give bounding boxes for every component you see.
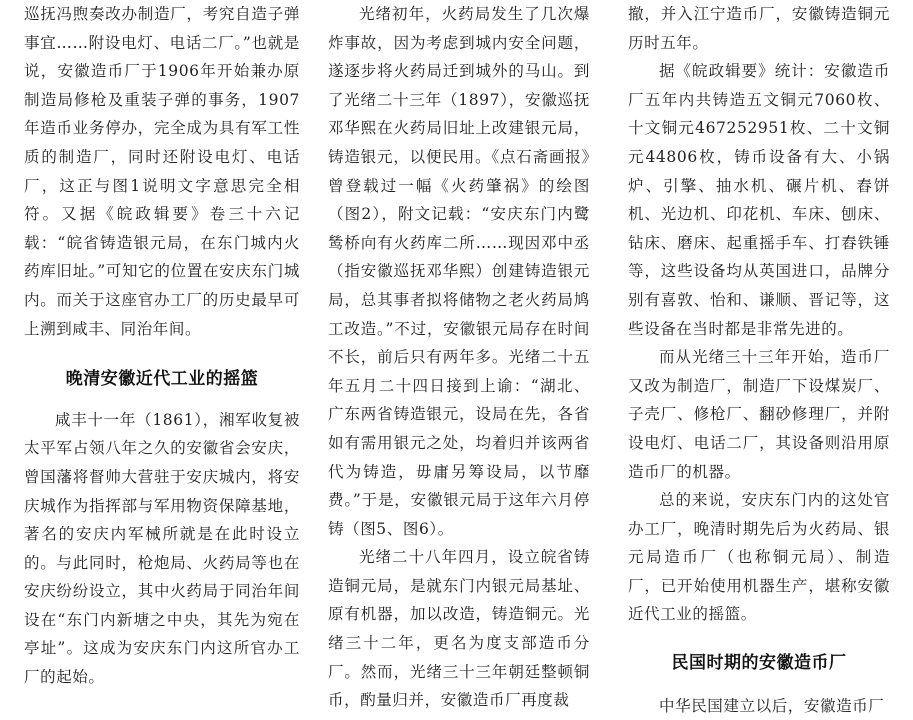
paragraph: 巡抚冯煦奏改办制造厂，考究自造子弹事宜……附设电灯、电话二厂。”也就是说，安徽造币厂于1906年开始兼办原制造局修枪及重装子弹的事务，1907年造币业务停办，完全成为具有军工性质的制造厂，同时还附设电灯、电话厂，这正与图1说明文字意思完全相符。又据《皖政辑要》卷三十六记载：“皖省铸造银元局，在东门城内火药库旧址。”可知它的位置在安庆东门城内。而关于这座官办工厂的历史最早可上溯到咸丰、同治年间。: [24, 5, 300, 338]
paragraph: 据《皖政辑要》统计：安徽造币厂五年内共铸造五文铜元7060枚、十文铜元467252951枚、二十文铜元44806枚，铸币设备有大、小锅炉、引擎、抽水机、碾片机、舂饼机、光边机、印花机、车床、刨床、钻床、磨床、起重摇手车、打舂铁锤等，这些设备均从英国进口，品牌分别有喜敦、怡和、谦顺、晋记等，这些设备在当时都是非常先进的。: [628, 62, 890, 338]
text-column-3: [628, 0, 890, 720]
paragraph: 而从光绪三十三年开始，造币厂又改为制造厂，制造厂下设煤炭厂、子壳厂、修枪厂、翻砂修理厂，并附设电灯、电话二厂，其设备则沿用原造币厂的机器。: [628, 348, 890, 481]
section-heading: 晚清安徽近代工业的摇篮: [65, 369, 259, 390]
paragraph: 总的来说，安庆东门内的这处官办工厂，晚清时期先后为火药局、银元局造币厂（也称铜元局）、制造厂，已开始使用机器生产，堪称安徽近代工业的摇篮。: [628, 491, 890, 624]
paragraph: 光绪二十八年四月，设立皖省铸造铜元局，是就东门内银元局基址、原有机器，加以改造，铸造铜元。光绪三十二年，更名为度支部造币分厂。然而，光绪三十三年朝廷整顿铜币，酌量归并，安徽造币厂再度裁: [328, 548, 590, 710]
paragraph: 咸丰十一年（1861），湘军收复被太平军占领八年之久的安徽省会安庆，曾国藩将督帅大营驻于安庆城内，将安庆城作为指挥部与军用物资保障基地，著名的安庆内军械所就是在此时设立的。与此同时，枪炮局、火药局等也在安庆纷纷设立，其中火药局于同治年间设在“东门内新塘之中央，其先为宛在亭址”。这成为安庆东门内这所官办工厂的起始。: [24, 410, 300, 687]
section-heading: 民国时期的安徽造币厂: [671, 653, 847, 674]
paragraph: 光绪初年，火药局发生了几次爆炸事故，因为考虑到城内安全问题，遂逐步将火药局迁到城外的马山。到了光绪二十三年（1897），安徽巡抚邓华熙在火药局旧址上改建银元局，铸造银元，以便民用。《点石斋画报》曾登载过一幅《火药肇祸》的绘图（图2），附文记载：“安庆东门内鹭鸶桥向有火药库二所……现因邓中丞（指安徽巡抚邓华熙）创建铸造银元局，总其事者拟将储物之老火药局鸠工改造。”不过，安徽银元局存在时间不长，前后只有两年多。光绪二十五年五月二十四日接到上谕：“湖北、广东两省铸造银元，设局在先，各省如有需用银元之处，均着归并该两省代为铸造，毋庸另筹设局，以节靡费。”于是，安徽银元局于这年六月停铸（图5、图6）。: [328, 5, 590, 538]
paragraph: 撤，并入江宁造币厂，安徽铸造铜元历时五年。: [628, 5, 890, 52]
text-column-2: [328, 0, 590, 715]
paragraph: 中华民国建立以后，安徽造币厂: [659, 696, 885, 715]
text-column-1: [24, 0, 300, 692]
